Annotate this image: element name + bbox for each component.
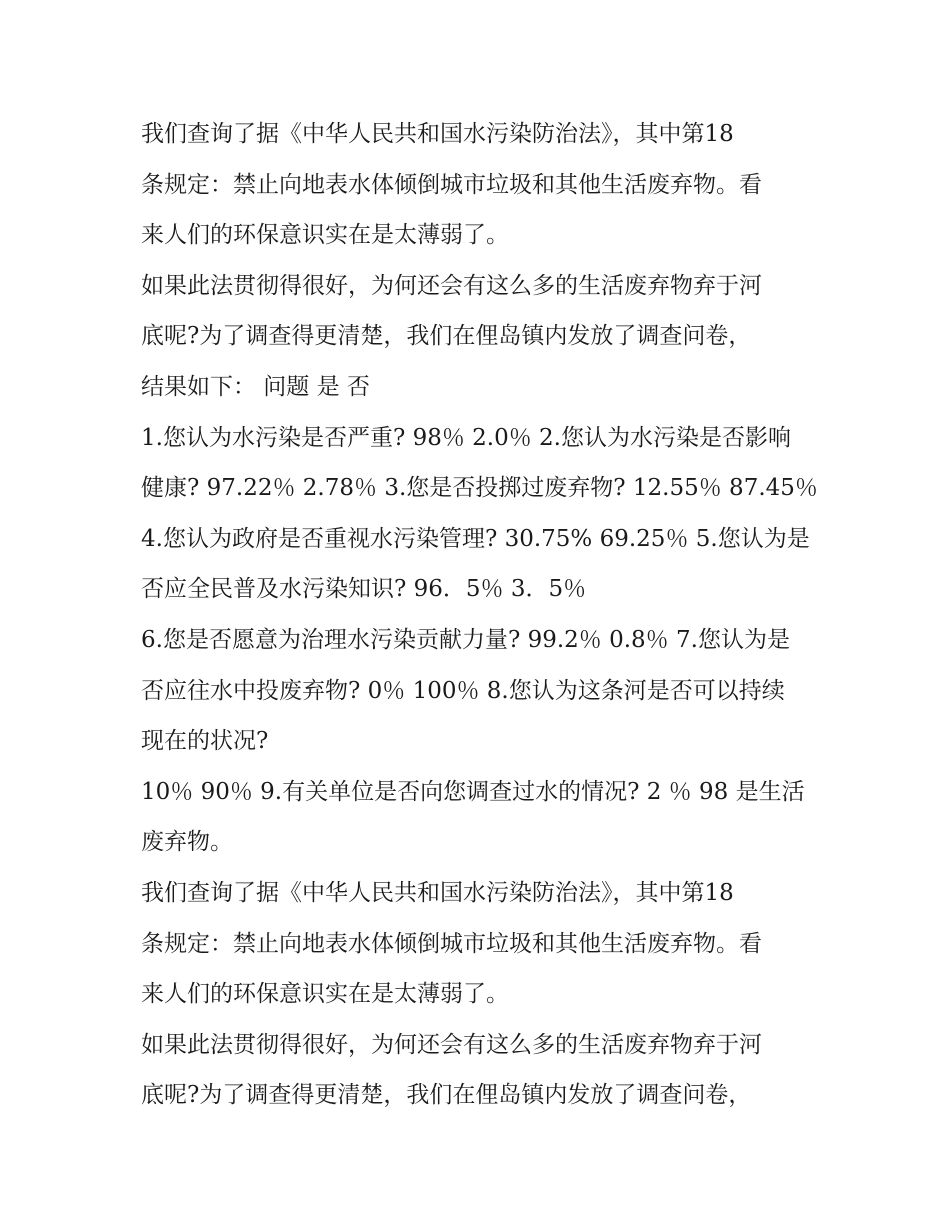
text-line: 6.您是否愿意为治理水污染贡献力量? 99.2％ 0.8％ 7.您认为是 — [141, 626, 790, 653]
text-line: 如果此法贯彻得很好，为何还会有这么多的生活废弃物弃于河 — [141, 272, 762, 299]
text-line: 废弃物。 — [141, 829, 233, 856]
document-body — [141, 109, 818, 1121]
text-line: 我们查询了据《中华人民共和国水污染防治法》，其中第18 — [141, 121, 734, 147]
text-line: 4.您认为政府是否重视水污染管理? 30.75% 69.25％ 5.您认为是 — [141, 525, 810, 552]
text-line: 底呢?为了调查得更清楚，我们在俚岛镇内发放了调查问卷， — [141, 323, 752, 350]
text-line: 1.您认为水污染是否严重? 98％ 2.0％ 2.您认为水污染是否影响 — [141, 424, 791, 451]
text-line: 条规定：禁止向地表水体倾倒城市垃圾和其他生活废弃物。看 — [141, 930, 762, 957]
text-line: 否应全民普及水污染知识? 96．5％ 3．5％ — [141, 576, 587, 603]
text-line: 结果如下： 问题 是 否 — [141, 373, 370, 400]
text-line: 条规定：禁止向地表水体倾倒城市垃圾和其他生活废弃物。看 — [141, 171, 762, 198]
text-line: 底呢?为了调查得更清楚，我们在俚岛镇内发放了调查问卷， — [141, 1082, 752, 1109]
text-line: 我们查询了据《中华人民共和国水污染防治法》，其中第18 — [141, 879, 734, 906]
text-line: 健康? 97.22％ 2.78％ 3.您是否投掷过废弃物? 12.55％ 87.45％ — [141, 475, 818, 502]
text-line: 否应往水中投废弃物? 0％ 100％ 8.您认为这条河是否可以持续 — [141, 677, 785, 704]
text-line: 现在的状况? — [141, 728, 269, 755]
text-line: 10％ 90％ 9.有关单位是否向您调查过水的情况? 2 ％ 98 是生活 — [141, 778, 805, 805]
text-line: 来人们的环保意识实在是太薄弱了。 — [141, 981, 509, 1008]
text-line: 如果此法贯彻得很好，为何还会有这么多的生活废弃物弃于河 — [141, 1031, 762, 1058]
text-line: 来人们的环保意识实在是太薄弱了。 — [141, 222, 509, 249]
